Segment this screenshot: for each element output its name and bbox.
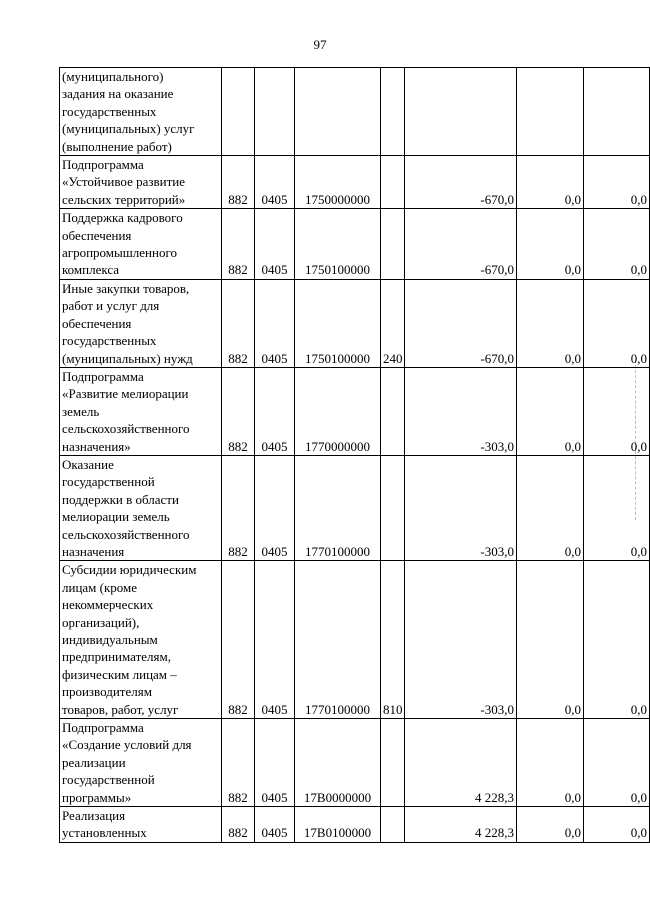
item-name-line: лицам (кроме <box>62 579 138 595</box>
expense-type-cell <box>381 156 405 209</box>
amount-year1-cell: -670,0 <box>405 279 517 367</box>
item-name-cell <box>60 156 222 209</box>
item-name-line: назначения <box>62 543 125 559</box>
amount-year1-cell: -670,0 <box>405 209 517 280</box>
item-name-line: обеспечения <box>62 315 132 331</box>
amount-year1-cell <box>405 68 517 156</box>
expense-type-cell <box>381 719 405 807</box>
item-name-line: поддержки в области <box>62 491 179 507</box>
item-name-line: «Устойчивое развитие <box>62 174 186 190</box>
department-code-cell: 882 <box>222 367 255 455</box>
page-number: 97 <box>313 37 327 52</box>
table-row <box>60 455 650 560</box>
item-name-line: (муниципальных) услуг <box>62 121 195 137</box>
table-row <box>60 68 650 156</box>
amount-year1-cell: -303,0 <box>405 367 517 455</box>
item-name-line: организаций), <box>62 614 140 630</box>
item-name-line: государственной <box>62 474 155 490</box>
item-name-cell <box>60 719 222 807</box>
expense-type-cell <box>381 68 405 156</box>
item-name-line: программы» <box>62 789 132 805</box>
budget-table <box>59 67 650 843</box>
item-name-line: Субсидии юридическим <box>62 562 197 578</box>
amount-year2-cell: 0,0 <box>517 719 584 807</box>
item-name-line: государственных <box>62 333 157 349</box>
amount-year3-cell: 0,0 <box>584 455 650 560</box>
section-code-cell: 0405 <box>255 807 295 843</box>
department-code-cell: 882 <box>222 156 255 209</box>
table-row <box>60 209 650 280</box>
section-code-cell: 0405 <box>255 156 295 209</box>
item-name-line: физическим лицам – <box>62 666 177 682</box>
amount-year2-cell: 0,0 <box>517 279 584 367</box>
expense-type-cell <box>381 367 405 455</box>
target-article-cell: 1770100000 <box>295 455 381 560</box>
section-code-cell: 0405 <box>255 209 295 280</box>
item-name-line: «Развитие мелиорации <box>62 386 189 402</box>
section-code-cell: 0405 <box>255 455 295 560</box>
department-code-cell: 882 <box>222 279 255 367</box>
target-article-cell: 1750100000 <box>295 279 381 367</box>
amount-year3-cell: 0,0 <box>584 719 650 807</box>
target-article-cell: 17В0000000 <box>295 719 381 807</box>
department-code-cell: 882 <box>222 455 255 560</box>
item-name-line: Подпрограмма <box>62 368 144 384</box>
item-name-line: реализации <box>62 754 126 770</box>
amount-year3-cell: 0,0 <box>584 279 650 367</box>
target-article-cell: 1750000000 <box>295 156 381 209</box>
department-code-cell: 882 <box>222 807 255 843</box>
item-name-line: Подпрограмма <box>62 157 144 173</box>
item-name-line: (выполнение работ) <box>62 138 172 154</box>
amount-year3-cell <box>584 68 650 156</box>
item-name-line: производителям <box>62 684 152 700</box>
item-name-line: индивидуальным <box>62 632 158 647</box>
target-article-cell <box>295 68 381 156</box>
item-name-cell <box>60 68 222 156</box>
amount-year2-cell: 0,0 <box>517 561 584 719</box>
item-name-line: «Создание условий для <box>62 737 192 753</box>
item-name-line: обеспечения <box>62 227 132 243</box>
item-name-line: государственной <box>62 772 155 788</box>
item-name-line: мелиорации земель <box>62 509 170 525</box>
amount-year3-cell: 0,0 <box>584 209 650 280</box>
item-name-line: земель <box>62 403 100 419</box>
item-name-line: государственных <box>62 103 157 119</box>
expense-type-cell <box>381 455 405 560</box>
department-code-cell <box>222 68 255 156</box>
item-name-cell <box>60 209 222 280</box>
item-name-cell <box>60 455 222 560</box>
item-name-line: Подпрограмма <box>62 720 144 736</box>
item-name-line: товаров, работ, услуг <box>62 701 179 717</box>
item-name-cell <box>60 279 222 367</box>
amount-year1-cell: 4 228,3 <box>405 807 517 843</box>
amount-year3-cell: 0,0 <box>584 367 650 455</box>
expense-type-cell: 240 <box>381 279 405 367</box>
expense-type-cell: 810 <box>381 561 405 719</box>
item-name-line: установленных <box>62 825 147 841</box>
amount-year3-cell: 0,0 <box>584 156 650 209</box>
target-article-cell: 17В0100000 <box>295 807 381 843</box>
item-name-line: работ и услуг для <box>62 298 160 314</box>
section-code-cell: 0405 <box>255 561 295 719</box>
section-code-cell: 0405 <box>255 279 295 367</box>
amount-year3-cell: 0,0 <box>584 807 650 843</box>
amount-year3-cell: 0,0 <box>584 561 650 719</box>
item-name-line: агропромышленного <box>62 245 177 261</box>
amount-year2-cell: 0,0 <box>517 807 584 843</box>
item-name-cell <box>60 367 222 455</box>
item-name-line: Реализация <box>62 808 126 824</box>
table-row <box>60 156 650 209</box>
item-name-line: (муниципальных) нужд <box>62 350 193 366</box>
table-row <box>60 279 650 367</box>
expense-type-cell <box>381 807 405 843</box>
item-name-line: (муниципального) <box>62 69 164 84</box>
department-code-cell: 882 <box>222 209 255 280</box>
department-code-cell: 882 <box>222 719 255 807</box>
budget-table-body <box>60 68 650 843</box>
target-article-cell: 1750100000 <box>295 209 381 280</box>
table-row <box>60 719 650 807</box>
amount-year2-cell: 0,0 <box>517 367 584 455</box>
section-code-cell: 0405 <box>255 719 295 807</box>
item-name-line: Поддержка кадрового <box>62 210 183 226</box>
amount-year2-cell <box>517 68 584 156</box>
amount-year2-cell: 0,0 <box>517 156 584 209</box>
item-name-line: Оказание <box>62 456 114 472</box>
target-article-cell: 1770100000 <box>295 561 381 719</box>
department-code-cell: 882 <box>222 561 255 719</box>
item-name-line: сельскохозяйственного <box>62 526 190 542</box>
item-name-cell <box>60 807 222 843</box>
item-name-line: Иные закупки товаров, <box>62 280 190 296</box>
amount-year1-cell: 4 228,3 <box>405 719 517 807</box>
item-name-line: сельских территорий» <box>62 191 186 207</box>
amount-year1-cell: -303,0 <box>405 455 517 560</box>
item-name-line: назначения» <box>62 438 131 454</box>
table-row <box>60 807 650 843</box>
item-name-line: сельскохозяйственного <box>62 421 190 437</box>
amount-year1-cell: -303,0 <box>405 561 517 719</box>
amount-year1-cell: -670,0 <box>405 156 517 209</box>
section-code-cell: 0405 <box>255 367 295 455</box>
item-name-line: некоммерческих <box>62 597 154 613</box>
target-article-cell: 1770000000 <box>295 367 381 455</box>
amount-year2-cell: 0,0 <box>517 455 584 560</box>
item-name-cell <box>60 561 222 719</box>
expense-type-cell <box>381 209 405 280</box>
item-name-line: задания на оказание <box>62 86 174 102</box>
item-name-line: комплекса <box>62 262 120 278</box>
amount-year2-cell: 0,0 <box>517 209 584 280</box>
table-row <box>60 561 650 719</box>
table-row <box>60 367 650 455</box>
item-name-line: предпринимателям, <box>62 649 171 665</box>
section-code-cell <box>255 68 295 156</box>
